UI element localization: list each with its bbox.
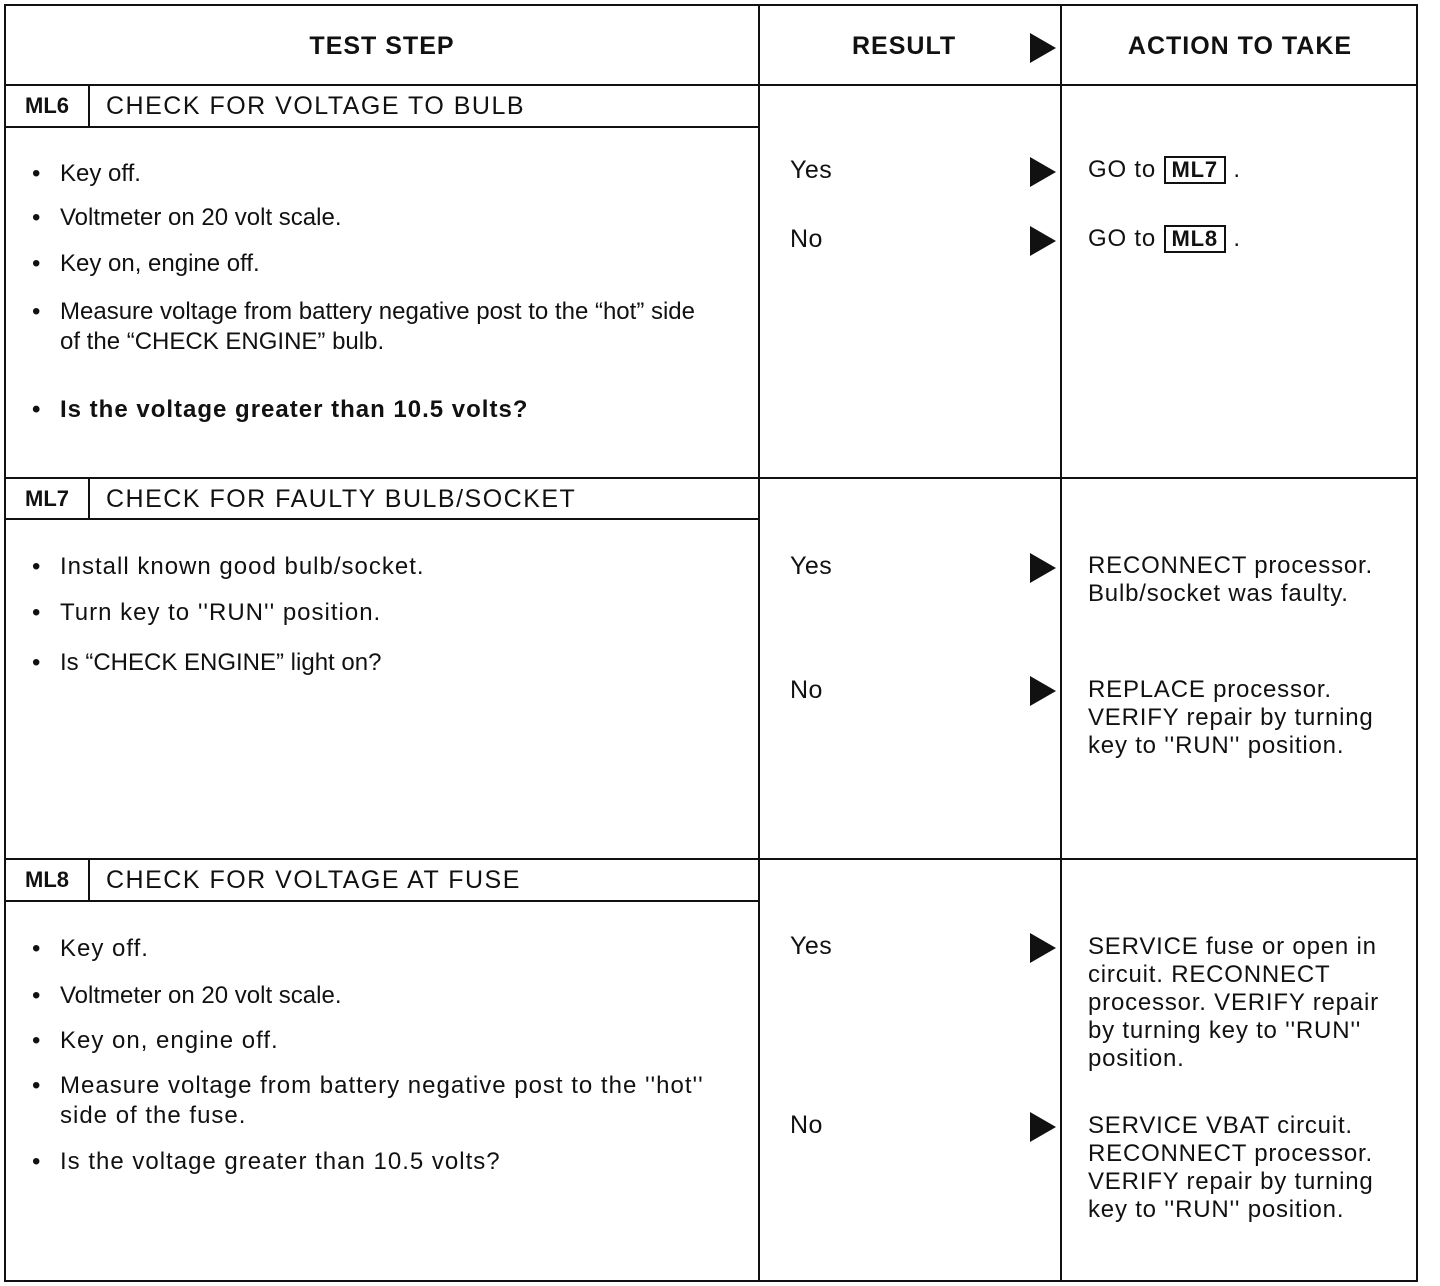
list-item: • Is the voltage greater than 10.5 volts?: [32, 1147, 752, 1177]
step-title: CHECK FOR VOLTAGE AT FUSE: [106, 865, 521, 894]
header-result: RESULT: [852, 31, 957, 60]
step-list: [32, 934, 752, 1177]
action-text: SERVICE VBAT circuit. RECONNECT processor. VERIFY repair by turning key to ''RUN'' position.: [1088, 1112, 1374, 1223]
list-item: • Voltmeter on 20 volt scale.: [32, 203, 752, 233]
result-yes: Yes: [790, 156, 833, 184]
result-no: No: [790, 225, 823, 253]
action-text: SERVICE fuse or open in circuit. RECONNECT processor. VERIFY repair by turning key to ''RUN'' position.: [1088, 933, 1379, 1072]
title-divider: [6, 518, 758, 520]
action-prefix: GO to: [1088, 225, 1157, 252]
step-title: CHECK FOR VOLTAGE TO BULB: [106, 91, 526, 120]
title-divider: [6, 900, 758, 902]
list-item: • Key off.: [32, 934, 752, 964]
right-arrow-icon: [1030, 33, 1056, 63]
action-suffix: .: [1233, 156, 1241, 183]
result-no: No: [790, 1111, 823, 1139]
column-divider: [1060, 6, 1062, 1280]
right-arrow-icon: [1030, 157, 1056, 187]
header-action: ACTION TO TAKE: [1127, 31, 1353, 60]
list-item: • Is “CHECK ENGINE” light on?: [32, 648, 752, 678]
right-arrow-icon: [1030, 933, 1056, 963]
right-arrow-icon: [1030, 226, 1056, 256]
action-text: REPLACE processor. VERIFY repair by turning key to ''RUN'' position.: [1088, 676, 1374, 759]
list-item: • Voltmeter on 20 volt scale.: [32, 981, 752, 1011]
list-item: • Install known good bulb/socket.: [32, 552, 752, 582]
result-no: No: [790, 676, 823, 704]
step-title: CHECK FOR FAULTY BULB/SOCKET: [106, 484, 577, 513]
step-id: ML8: [6, 860, 90, 900]
action-text: [1088, 156, 1406, 184]
list-item: • Turn key to ''RUN'' position.: [32, 598, 752, 628]
right-arrow-icon: [1030, 676, 1056, 706]
title-divider: [6, 126, 758, 128]
header-test-step: TEST STEP: [309, 31, 455, 60]
right-arrow-icon: [1030, 1112, 1056, 1142]
diagnostic-table: [4, 4, 1418, 1282]
action-suffix: .: [1233, 225, 1241, 252]
step-list: [32, 159, 752, 425]
step-reference: ML8: [1164, 225, 1226, 253]
right-arrow-icon: [1030, 553, 1056, 583]
step-id: ML6: [6, 86, 90, 126]
action-text: [1088, 225, 1406, 253]
list-item: • Measure voltage from battery negative post to the “hot” side of the “CHECK ENGINE” bulb.: [32, 297, 700, 357]
action-prefix: GO to: [1088, 156, 1157, 183]
list-item: • Measure voltage from battery negative post to the ''hot'' side of the fuse.: [32, 1071, 750, 1131]
list-item: • Key on, engine off.: [32, 249, 752, 279]
list-item: • Is the voltage greater than 10.5 volts?: [32, 395, 752, 425]
step-list: [32, 552, 752, 678]
list-item: • Key on, engine off.: [32, 1026, 752, 1056]
column-divider: [758, 6, 760, 1280]
action-text: RECONNECT processor. Bulb/socket was faulty.: [1088, 552, 1373, 607]
result-yes: Yes: [790, 552, 833, 580]
step-reference: ML7: [1164, 156, 1226, 184]
step-id: ML7: [6, 479, 90, 519]
list-item: • Key off.: [32, 159, 752, 189]
result-yes: Yes: [790, 932, 833, 960]
